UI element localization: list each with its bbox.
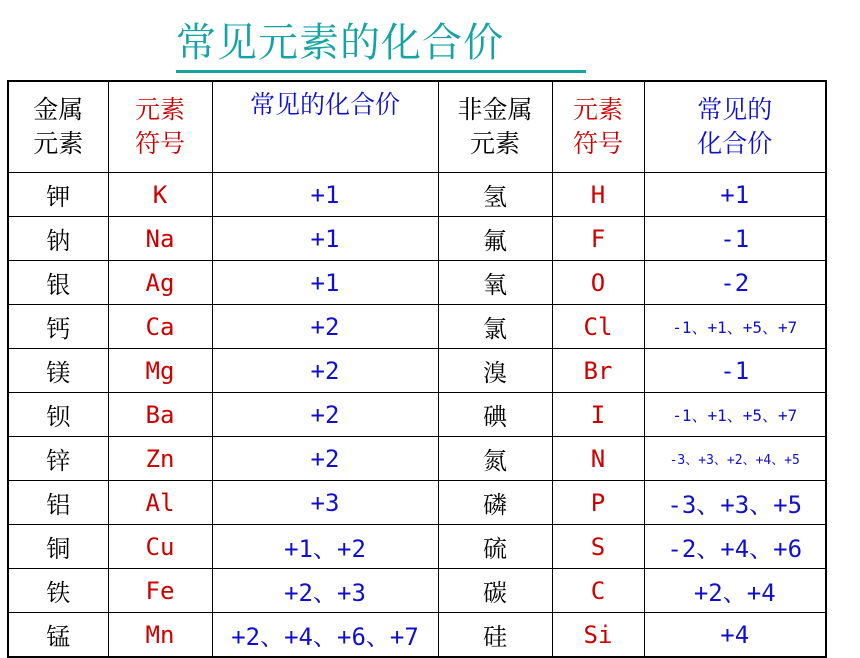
metal-valence-cell: +1 <box>212 261 438 305</box>
metal-valence-cell: +1、+2 <box>212 525 438 569</box>
metal-symbol-cell: K <box>108 173 212 217</box>
nonmetal-symbol-cell: F <box>552 217 644 261</box>
table-row <box>8 173 826 217</box>
nonmetal-valence-cell: -1 <box>644 349 826 393</box>
table-row <box>8 217 826 261</box>
table-row <box>8 613 826 658</box>
metal-valence-cell: +2、+3 <box>212 569 438 613</box>
metal-symbol-cell: Mn <box>108 613 212 658</box>
metal-name-cell: 铁 <box>8 569 108 613</box>
table-row <box>8 569 826 613</box>
table-row <box>8 349 826 393</box>
nonmetal-name-cell: 碳 <box>438 569 552 613</box>
nonmetal-name-cell: 氯 <box>438 305 552 349</box>
nonmetal-symbol-cell: P <box>552 481 644 525</box>
nonmetal-name-cell: 氟 <box>438 217 552 261</box>
metal-name-cell: 钾 <box>8 173 108 217</box>
nonmetal-valence-cell: -3、+3、+2、+4、+5 <box>644 437 826 481</box>
metal-name-cell: 锰 <box>8 613 108 658</box>
metal-valence-cell: +2、+4、+6、+7 <box>212 613 438 658</box>
metal-name-cell: 镁 <box>8 349 108 393</box>
metal-symbol-cell: Cu <box>108 525 212 569</box>
table-row <box>8 437 826 481</box>
metal-valence-cell: +1 <box>212 173 438 217</box>
valence-table <box>7 80 827 658</box>
nonmetal-name-cell: 溴 <box>438 349 552 393</box>
header-metal-name: 金属 元素 <box>8 81 108 173</box>
page-title: 常见元素的化合价 <box>176 18 586 73</box>
header-metal-symbol: 元素 符号 <box>108 81 212 173</box>
table-header-row <box>8 81 826 173</box>
metal-name-cell: 银 <box>8 261 108 305</box>
metal-symbol-cell: Ca <box>108 305 212 349</box>
nonmetal-name-cell: 硅 <box>438 613 552 658</box>
table-row <box>8 261 826 305</box>
metal-name-cell: 锌 <box>8 437 108 481</box>
nonmetal-name-cell: 氧 <box>438 261 552 305</box>
metal-symbol-cell: Zn <box>108 437 212 481</box>
nonmetal-symbol-cell: S <box>552 525 644 569</box>
nonmetal-symbol-cell: I <box>552 393 644 437</box>
nonmetal-valence-cell: +2、+4 <box>644 569 826 613</box>
metal-name-cell: 钙 <box>8 305 108 349</box>
metal-symbol-cell: Fe <box>108 569 212 613</box>
metal-valence-cell: +2 <box>212 437 438 481</box>
header-nonmetal-name: 非金属 元素 <box>438 81 552 173</box>
metal-symbol-cell: Ba <box>108 393 212 437</box>
metal-valence-cell: +2 <box>212 305 438 349</box>
nonmetal-symbol-cell: N <box>552 437 644 481</box>
metal-symbol-cell: Al <box>108 481 212 525</box>
nonmetal-name-cell: 碘 <box>438 393 552 437</box>
nonmetal-name-cell: 氮 <box>438 437 552 481</box>
table-row <box>8 481 826 525</box>
nonmetal-name-cell: 磷 <box>438 481 552 525</box>
nonmetal-valence-cell: -1 <box>644 217 826 261</box>
nonmetal-valence-cell: +4 <box>644 613 826 658</box>
metal-name-cell: 铜 <box>8 525 108 569</box>
nonmetal-valence-cell: -1、+1、+5、+7 <box>644 305 826 349</box>
table-row <box>8 305 826 349</box>
nonmetal-valence-cell: -3、+3、+5 <box>644 481 826 525</box>
nonmetal-symbol-cell: O <box>552 261 644 305</box>
nonmetal-name-cell: 氢 <box>438 173 552 217</box>
header-nonmetal-symbol: 元素 符号 <box>552 81 644 173</box>
nonmetal-symbol-cell: Si <box>552 613 644 658</box>
nonmetal-valence-cell: +1 <box>644 173 826 217</box>
nonmetal-symbol-cell: C <box>552 569 644 613</box>
table-row <box>8 525 826 569</box>
metal-valence-cell: +1 <box>212 217 438 261</box>
metal-name-cell: 钡 <box>8 393 108 437</box>
metal-name-cell: 钠 <box>8 217 108 261</box>
nonmetal-symbol-cell: H <box>552 173 644 217</box>
nonmetal-name-cell: 硫 <box>438 525 552 569</box>
metal-symbol-cell: Ag <box>108 261 212 305</box>
metal-name-cell: 铝 <box>8 481 108 525</box>
nonmetal-valence-cell: -1、+1、+5、+7 <box>644 393 826 437</box>
header-nonmetal-valence: 常见的 化合价 <box>644 81 826 173</box>
nonmetal-valence-cell: -2 <box>644 261 826 305</box>
nonmetal-symbol-cell: Br <box>552 349 644 393</box>
metal-valence-cell: +3 <box>212 481 438 525</box>
metal-symbol-cell: Na <box>108 217 212 261</box>
header-metal-valence: 常见的化合价 <box>212 81 438 173</box>
metal-valence-cell: +2 <box>212 349 438 393</box>
metal-valence-cell: +2 <box>212 393 438 437</box>
nonmetal-valence-cell: -2、+4、+6 <box>644 525 826 569</box>
metal-symbol-cell: Mg <box>108 349 212 393</box>
nonmetal-symbol-cell: Cl <box>552 305 644 349</box>
table-row <box>8 393 826 437</box>
